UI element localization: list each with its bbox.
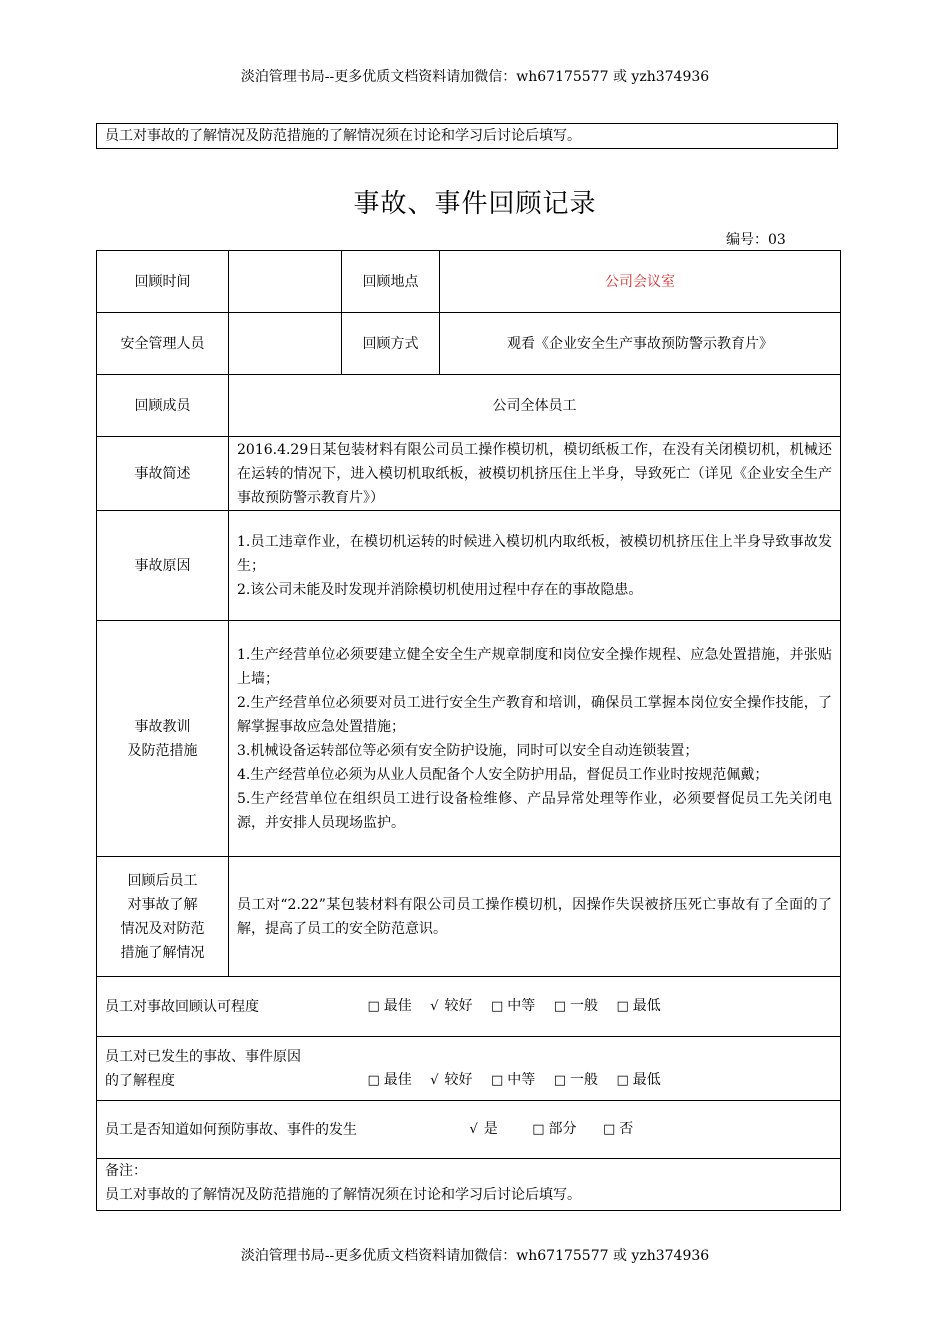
row-cause — [97, 511, 841, 621]
row-q2 — [97, 1037, 841, 1101]
checkbox-icon: □ — [367, 999, 380, 1014]
page-footer: 淡泊管理书局--更多优质文档资料请加微信：wh67175577 或 yzh374936 — [240, 1248, 710, 1264]
q3-option-no[interactable]: □ 否 — [602, 1121, 634, 1137]
row-summary — [97, 437, 841, 511]
row-manager-method — [97, 313, 841, 375]
checkbox-icon: □ — [532, 1122, 545, 1137]
q2-label-line: 员工对已发生的事故、事件原因 — [105, 1048, 301, 1065]
cause-line: 1.员工违章作业，在模切机运转的时候进入模切机内取纸板，被模切机挤压住上半身导致事故发生； — [237, 533, 832, 574]
q1-option-best[interactable]: □ 最佳 — [367, 998, 412, 1014]
top-note: 员工对事故的了解情况及防范措施的了解情况须在讨论和学习后讨论后填写。 — [96, 123, 838, 149]
checkbox-icon: □ — [490, 1072, 504, 1088]
q2-label — [105, 1045, 363, 1093]
understanding-label-line: 情况及对防范 — [120, 920, 205, 937]
doc-number: 编号：03 — [726, 232, 786, 248]
q1-label: 员工对事故回顾认可程度 — [105, 999, 259, 1015]
safety-manager-label: 安全管理人员 — [97, 313, 229, 375]
checkmark-icon: √ — [469, 1122, 478, 1137]
q1-options — [367, 994, 674, 1019]
checkbox-icon: □ — [553, 999, 566, 1014]
review-method-value[interactable]: 观看《企业安全生产事故预防警示教育片》 — [440, 313, 841, 375]
row-time-place — [97, 251, 841, 313]
lessons-label-line: 事故教训 — [134, 718, 191, 735]
review-place-value[interactable]: 公司会议室 — [440, 251, 841, 313]
q3-option-partial[interactable]: □ 部分 — [532, 1121, 577, 1137]
q2-option-best[interactable]: □ 最佳 — [367, 1071, 412, 1088]
q1-cell — [97, 977, 841, 1037]
review-time-label: 回顾时间 — [97, 251, 229, 313]
checkbox-icon: □ — [616, 999, 629, 1014]
checkbox-icon: □ — [367, 1072, 380, 1088]
cause-text[interactable] — [229, 511, 841, 621]
members-value[interactable]: 公司全体员工 — [229, 375, 841, 437]
checkbox-icon: □ — [616, 1072, 629, 1088]
q2-option-medium[interactable]: □ 中等 — [490, 1071, 536, 1088]
lessons-label-line: 及防范措施 — [127, 742, 198, 759]
q3-label: 员工是否知道如何预防事故、事件的发生 — [105, 1122, 357, 1138]
summary-text[interactable]: 2016.4.29日某包装材料有限公司员工操作模切机，模切纸板工作，在没有关闭模切机，机械还在运转的情况下，进入模切机取纸板，被模切机挤压住上半身，导致死亡（详见《企业安全生产事故预防警示教育片》） — [229, 437, 841, 511]
lesson-line: 5.生产经营单位在组织员工进行设备检维修、产品异常处理等作业，必须要督促员工先关闭电源，并安排人员现场监护。 — [237, 790, 832, 831]
row-lessons — [97, 621, 841, 857]
q2-options — [367, 1068, 674, 1093]
checkbox-icon: □ — [602, 1122, 616, 1137]
review-place-label: 回顾地点 — [342, 251, 440, 313]
q1-option-good[interactable]: √ 较好 — [430, 998, 473, 1014]
remarks-label: 备注： — [105, 1163, 147, 1179]
q2-cell — [97, 1037, 841, 1101]
lessons-label — [97, 621, 229, 857]
checkmark-icon: √ — [430, 1072, 439, 1088]
q1-option-medium[interactable]: □ 中等 — [490, 998, 536, 1014]
understanding-label — [97, 857, 229, 977]
understanding-label-line: 对事故了解 — [127, 896, 198, 913]
q3-options — [469, 1117, 647, 1142]
row-q1 — [97, 977, 841, 1037]
checkmark-icon: √ — [430, 999, 439, 1014]
q2-option-good[interactable]: √ 较好 — [430, 1071, 473, 1088]
lessons-text[interactable] — [229, 621, 841, 857]
understanding-label-line: 回顾后员工 — [127, 872, 198, 889]
understanding-text[interactable]: 员工对“2.22”某包装材料有限公司员工操作模切机，因操作失误被挤压死亡事故有了全面的了解，提高了员工的安全防范意识。 — [229, 857, 841, 977]
page-title: 事故、事件回顾记录 — [353, 189, 597, 219]
q2-option-lowest[interactable]: □ 最低 — [616, 1071, 661, 1088]
row-q3 — [97, 1101, 841, 1159]
summary-label: 事故简述 — [97, 437, 229, 511]
q3-cell — [97, 1101, 841, 1159]
row-remarks — [97, 1159, 841, 1211]
page-header: 淡泊管理书局--更多优质文档资料请加微信：wh67175577 或 yzh374936 — [240, 69, 710, 85]
cause-line: 2.该公司未能及时发现并消除模切机使用过程中存在的事故隐患。 — [237, 581, 643, 598]
lesson-line: 1.生产经营单位必须要建立健全安全生产规章制度和岗位安全操作规程、应急处置措施，并张贴上墙； — [237, 646, 832, 687]
lesson-line: 3.机械设备运转部位等必须有安全防护设施，同时可以安全自动连锁装置； — [237, 742, 699, 759]
checkbox-icon: □ — [553, 1072, 566, 1088]
review-time-value[interactable] — [229, 251, 342, 313]
remarks-text: 员工对事故的了解情况及防范措施的了解情况须在讨论和学习后讨论后填写。 — [105, 1187, 581, 1203]
lesson-line: 2.生产经营单位必须要对员工进行安全生产教育和培训，确保员工掌握本岗位安全操作技能，了解掌握事故应急处置措施； — [237, 694, 832, 735]
row-members — [97, 375, 841, 437]
q1-option-lowest[interactable]: □ 最低 — [616, 998, 661, 1014]
row-understanding — [97, 857, 841, 977]
q2-option-average[interactable]: □ 一般 — [553, 1071, 598, 1088]
lesson-line: 4.生产经营单位必须为从业人员配备个人安全防护用品，督促员工作业时按规范佩戴； — [237, 766, 769, 783]
members-label: 回顾成员 — [97, 375, 229, 437]
review-record-table — [96, 250, 841, 1211]
q1-option-average[interactable]: □ 一般 — [553, 998, 598, 1014]
q3-option-yes[interactable]: √ 是 — [469, 1121, 498, 1137]
safety-manager-value[interactable] — [229, 313, 342, 375]
remarks-cell[interactable] — [97, 1159, 841, 1211]
cause-label: 事故原因 — [97, 511, 229, 621]
q2-label-line: 的了解程度 — [105, 1072, 175, 1089]
review-method-label: 回顾方式 — [342, 313, 440, 375]
checkbox-icon: □ — [490, 999, 504, 1014]
understanding-label-line: 措施了解情况 — [120, 944, 205, 961]
